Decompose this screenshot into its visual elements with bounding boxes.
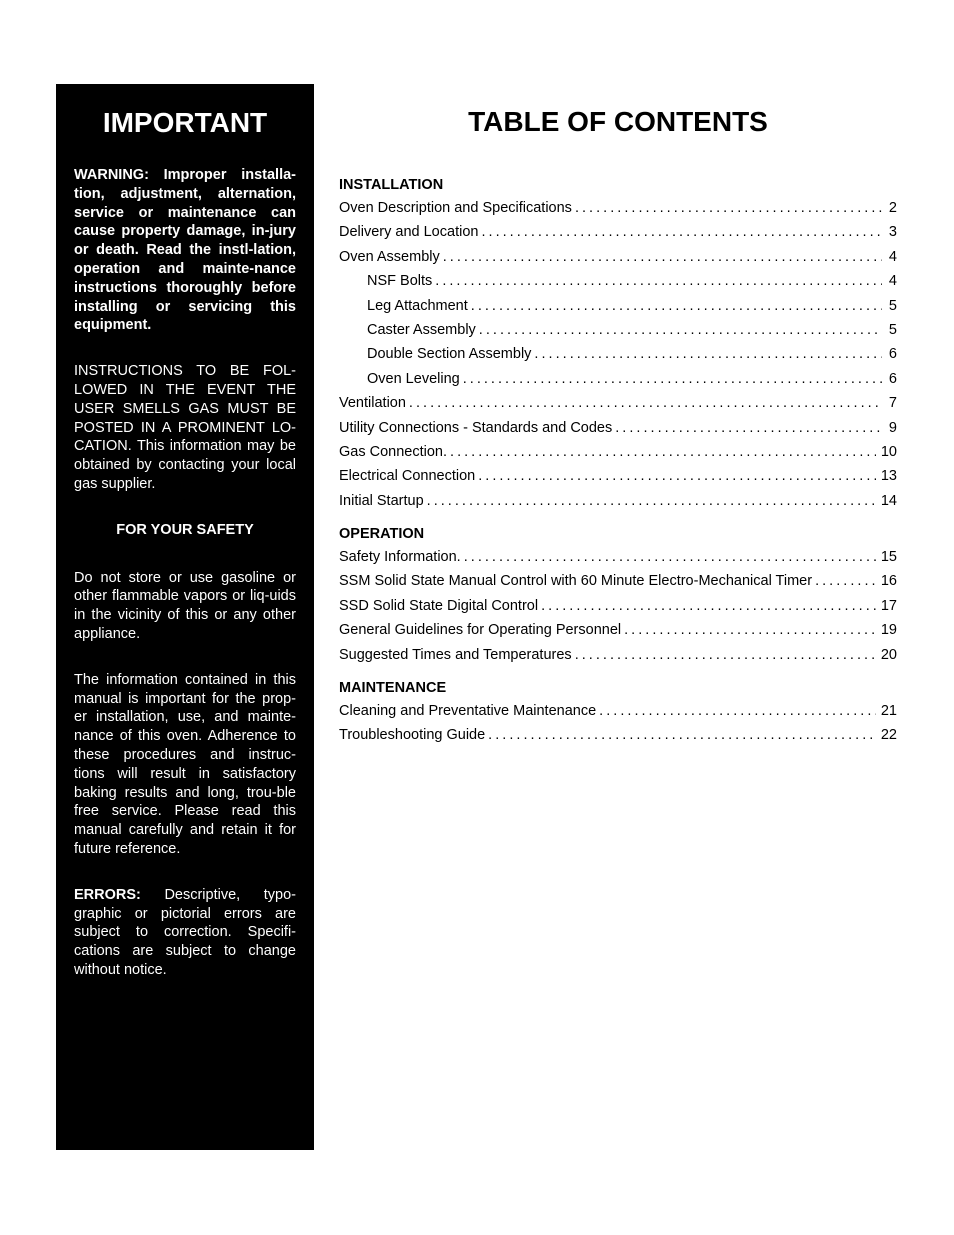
toc-section-heading: OPERATION	[339, 526, 425, 543]
toc-entry[interactable]	[339, 196, 897, 220]
dot-leader	[575, 196, 882, 220]
dot-leader	[435, 269, 882, 293]
toc-page-number: 13	[880, 468, 897, 485]
important-panel	[56, 84, 314, 1150]
toc-page-number: 3	[888, 224, 897, 241]
toc-section-heading: INSTALLATION	[339, 177, 444, 193]
toc-page-number: 19	[880, 622, 897, 639]
safety-heading: FOR YOUR SAFETY	[116, 521, 254, 538]
toc-entry-label: General Guidelines for Operating Personnel	[339, 622, 622, 639]
toc-page-number: 7	[888, 395, 897, 412]
toc-page-number: 22	[880, 727, 897, 744]
toc-entry-label: Electrical Connection	[339, 468, 476, 485]
toc-entry[interactable]	[339, 699, 897, 723]
dot-leader	[443, 245, 882, 269]
toc-entry[interactable]	[339, 643, 897, 667]
dot-leader	[575, 643, 876, 667]
toc-entry[interactable]	[339, 269, 897, 293]
dot-leader	[409, 391, 882, 415]
toc-page-number: 4	[888, 248, 897, 265]
dot-leader	[479, 318, 882, 342]
toc-entry[interactable]	[339, 416, 897, 440]
dot-leader	[463, 367, 882, 391]
toc-entry-label: SSM Solid State Manual Control with 60 Minute Electro-Mechanical Timer	[339, 573, 813, 590]
toc-entry[interactable]	[339, 220, 897, 244]
errors-body: Descriptive, typo-graphic or pictorial errors are subject to correction. Specifi-cations are subject to change without notice.	[74, 886, 296, 978]
toc-entry-label: Oven Leveling	[367, 370, 460, 387]
toc-page-number: 16	[880, 573, 897, 590]
dot-leader	[599, 699, 876, 723]
manual-info-text: The information contained in this manual is important for the prop-er installation, use, and mainte-nance of this oven. Adherence to these procedures and instruc-tions will result in satisfactory baking results and long, trou-ble free service. Please read this manual carefully and retain it for future reference.	[74, 671, 296, 857]
toc-page-number: 21	[880, 703, 897, 720]
dot-leader	[534, 342, 882, 366]
gas-instructions-text: INSTRUCTIONS TO BE FOL-LOWED IN THE EVENT THE USER SMELLS GAS MUST BE POSTED IN A PROMINENT LO-CATION. This information may be obtained by contacting your local gas supplier.	[74, 363, 296, 492]
toc-page-number: 6	[888, 346, 897, 363]
toc-entry-label: Caster Assembly	[367, 321, 476, 338]
toc-entry-label: Initial Startup	[339, 492, 424, 509]
toc-entry-label: Oven Assembly	[339, 248, 440, 265]
toc-entry[interactable]	[339, 367, 897, 391]
errors-text	[74, 886, 296, 980]
toc-page-number: 20	[880, 646, 897, 663]
toc-entry-label: Troubleshooting Guide	[339, 727, 486, 744]
toc-entry-label: Suggested Times and Temperatures	[339, 646, 572, 663]
toc-entry[interactable]	[339, 464, 897, 488]
toc-entry[interactable]	[339, 489, 897, 513]
safety-text: Do not store or use gasoline or other flammable vapors or liq-uids in the vicinity of this or any other appliance.	[74, 569, 296, 642]
toc-page-number: 6	[888, 370, 897, 387]
toc-entry[interactable]	[339, 318, 897, 342]
toc-entry[interactable]	[339, 294, 897, 318]
table-of-contents	[339, 174, 897, 748]
toc-page-number: 15	[880, 549, 897, 566]
dot-leader	[478, 464, 876, 488]
toc-entry[interactable]	[339, 342, 897, 366]
toc-page-number: 5	[888, 297, 897, 314]
toc-page-number: 4	[888, 273, 897, 290]
toc-page-number: 10	[880, 443, 897, 460]
dot-leader	[450, 440, 876, 464]
toc-entry-label: Utility Connections - Standards and Codes	[339, 419, 613, 436]
toc-entry-label: Double Section Assembly	[367, 346, 532, 363]
toc-page-number: 14	[880, 492, 897, 509]
toc-entry-label: Safety Information.	[339, 549, 461, 566]
toc-page-number: 17	[880, 597, 897, 614]
toc-entry-label: Delivery and Location	[339, 224, 479, 241]
dot-leader	[815, 569, 876, 593]
toc-entry[interactable]	[339, 618, 897, 642]
toc-entry[interactable]	[339, 440, 897, 464]
toc-entry[interactable]	[339, 391, 897, 415]
toc-entry-label: SSD Solid State Digital Control	[339, 597, 539, 614]
warning-text: WARNING: Improper installa-tion, adjustment, alternation, service or maintenance can cause property damage, in-jury or death. Read the instl-lation, operation and mainte-nance instructions thoroughly before installing or servicing this equipment.	[74, 167, 296, 334]
toc-entry-label: Leg Attachment	[367, 297, 468, 314]
toc-page-number: 5	[888, 321, 897, 338]
dot-leader	[488, 723, 876, 747]
dot-leader	[464, 545, 876, 569]
dot-leader	[481, 220, 882, 244]
dot-leader	[541, 594, 876, 618]
important-title: IMPORTANT	[102, 107, 268, 138]
toc-entry[interactable]	[339, 594, 897, 618]
toc-entry[interactable]	[339, 569, 897, 593]
dot-leader	[427, 489, 876, 513]
toc-entry-label: NSF Bolts	[367, 273, 433, 290]
toc-entry[interactable]	[339, 545, 897, 569]
toc-title: TABLE OF CONTENTS	[468, 106, 768, 137]
toc-page-number: 2	[888, 200, 897, 216]
toc-section-heading: MAINTENANCE	[339, 680, 447, 697]
dot-leader	[615, 416, 882, 440]
dot-leader	[624, 618, 876, 642]
dot-leader	[471, 294, 882, 318]
toc-entry-label: Cleaning and Preventative Maintenance	[339, 703, 597, 720]
toc-entry-label: Gas Connection.	[339, 443, 448, 460]
toc-entry[interactable]	[339, 245, 897, 269]
toc-entry-label: Ventilation	[339, 395, 406, 412]
toc-entry[interactable]	[339, 723, 897, 747]
toc-entry-label: Oven Description and Specifications	[339, 200, 572, 216]
toc-page-number: 9	[888, 419, 897, 436]
errors-label: ERRORS:	[74, 886, 141, 903]
